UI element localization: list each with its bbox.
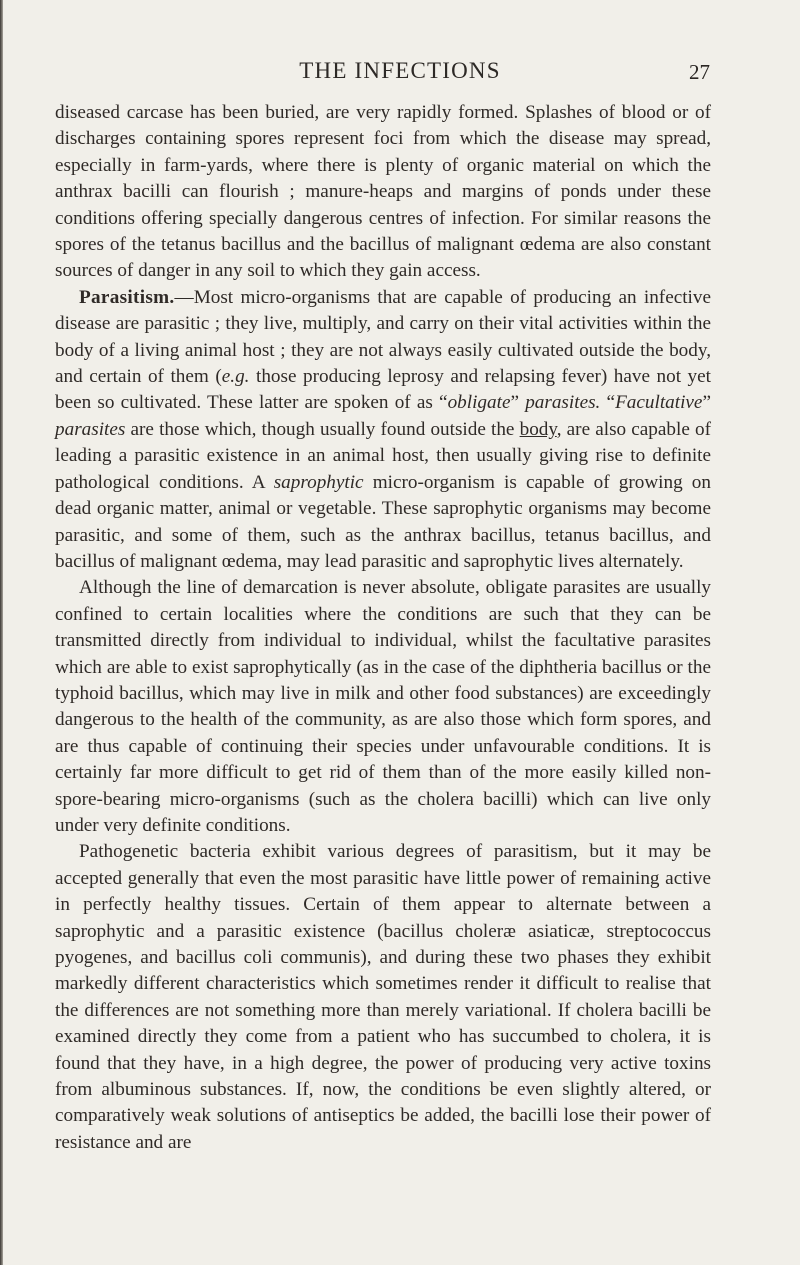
italic-eg: e.g. [221, 366, 250, 388]
text-run: those producing leprosy and relapsing fever) have not yet been so cultivated. These latter are spoken of as “ [55, 366, 711, 414]
underlined-body-word: body [519, 418, 557, 440]
page-number: 27 [689, 60, 710, 84]
paragraph-4: Pathogenetic bacteria exhibit various degrees of parasitism, but it may be accepted generally that even the most parasitic have little power of remaining active in perfectly healthy tissues. Certain of them appear to alternate between a saprophytic and a parasitic existence (bacillus choleræ asiaticæ, streptococcus pyogenes, and bacillus coli communis), and during these two phases they exhibit markedly different characteristics which sometimes render it difficult to realise that the differences are not something more than merely variational. If cholera bacilli be examined directly they come from a patient who has succumbed to cholera, it is found that they have, in a high degree, the power of producing very active toxins from albuminous substances. If, now, the conditions be even slightly altered, or comparatively weak solutions of antiseptics be added, the bacilli lose their power of resistance and are [55, 841, 711, 1153]
text-run: ” [702, 392, 711, 414]
text-run: are those which, though usually found outside the [125, 418, 520, 440]
paragraph-1: diseased carcase has been buried, are very rapidly formed. Splashes of blood or of discharges containing spores represent foci from which the disease may spread, especially in farm-yards, where there is plenty of organic material on which the anthrax bacilli can flourish ; manure-heaps and margins of ponds under these conditions offering specially dangerous centres of infection. For similar reasons the spores of the tetanus bacillus and the bacillus of malignant œdema are also constant sources of danger in any soil to which they gain access. [55, 102, 711, 282]
body-text [55, 100, 711, 1156]
italic-obligate: obligate [447, 392, 511, 414]
section-heading-parasitism: Parasitism. [79, 286, 175, 308]
italic-parasites: parasites. [525, 392, 601, 414]
italic-saprophytic: saprophytic [273, 471, 364, 493]
text-run: micro-organism is capable of growing on dead organic matter, animal or vegetable. These saprophytic organisms may become parasitic, and some of them, such as the anthrax bacillus, tetanus bacillus, and bacillus of malignant œdema, may lead parasitic and saprophytic lives alternately. [55, 471, 711, 572]
text-run: “ [600, 392, 616, 414]
italic-facultative: Facultative [615, 392, 703, 414]
text-run: , are also capable of leading a parasitic existence in an animal host, then usually giving rise to definite pathological conditions. A [55, 418, 711, 493]
paragraph-3: Although the line of demarcation is never absolute, obligate parasites are usually confined to certain localities where the conditions are such that they can be transmitted directly from individual to individual, whilst the facultative parasites which are able to exist saprophytically (as in the case of the diphtheria bacillus or the typhoid bacillus, which may live in milk and other food substances) are exceedingly dangerous to the health of the community, as are also those which form spores, and are thus capable of continuing their species under unfavourable conditions. It is certainly far more difficult to get rid of them than of the more easily killed non-spore-bearing micro-organisms (such as the cholera bacilli) which can live only under very definite conditions. [55, 577, 711, 836]
italic-parasites: parasites [55, 418, 126, 440]
paragraph-parasitism [55, 285, 711, 575]
page-edge-shadow [0, 0, 3, 1265]
text-run: ” [510, 392, 526, 414]
running-title: THE INFECTIONS [299, 58, 501, 83]
page-header [0, 58, 800, 92]
text-run: —Most micro-organisms that are capable of producing an infective disease are parasitic ; they live, multiply, and carry on their vital activities within the body of a living animal host ; they are not always easily cultivated outside the body, and certain of them ( [55, 286, 711, 388]
